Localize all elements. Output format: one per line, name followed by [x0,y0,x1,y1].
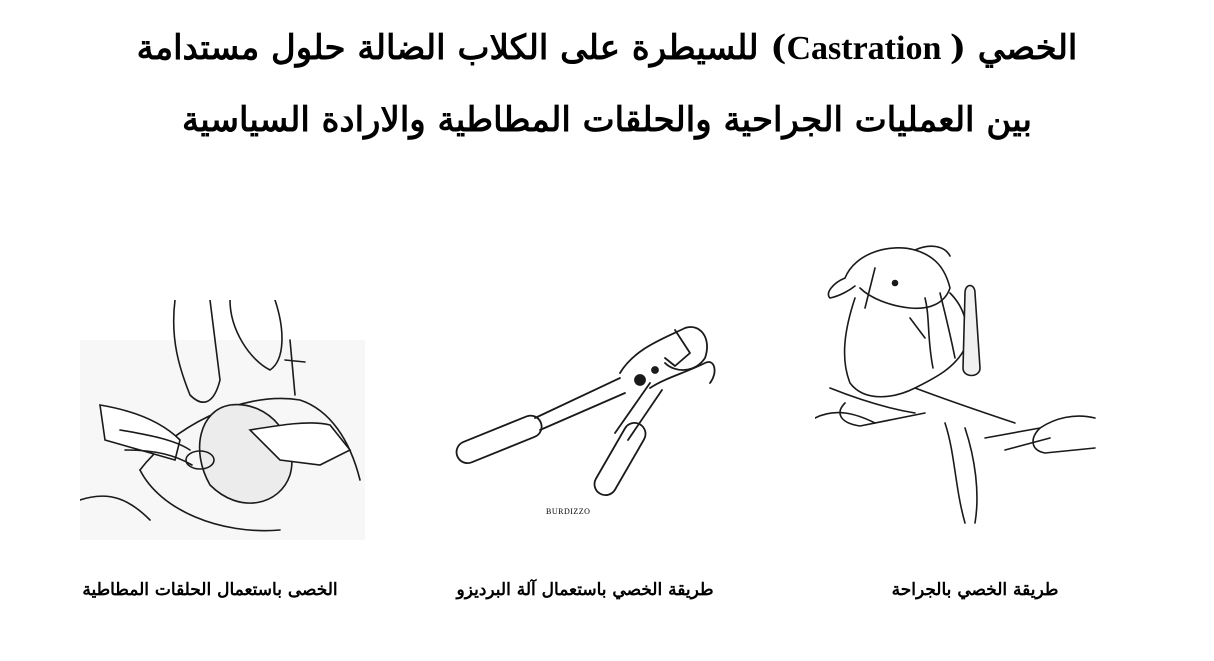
pivot-bolt [635,375,645,385]
page-title-line-2: بين العمليات الجراحية والحلقات المطاطية والارادة السياسية [182,100,1032,140]
surgical-drawing [815,238,1110,528]
burdizzo-drawing [450,318,730,523]
eye [893,281,898,286]
surgeon-hand [1033,416,1095,453]
ear-left [828,278,855,298]
caption-burdizzo: طريقة الخصي باستعمال آلة البرديزو [456,580,714,600]
surgical-illustration [815,238,1110,528]
rubber-ring-illustration [80,300,365,540]
handle-grip-lower [590,419,649,499]
jaw-upper [620,327,707,373]
lamb-head [845,248,950,309]
lamb-body [845,293,967,397]
scalpel [985,428,1040,438]
jaw-lower [650,362,715,388]
caption-surgical: طريقة الخصي بالجراحة [891,580,1059,600]
title-prefix: الخصي ( [949,28,1078,68]
title-suffix: ) للسيطرة على الكلاب الضالة حلول مستدامة [136,28,787,68]
handle-grip-upper [453,412,545,466]
burdizzo-illustration [450,318,730,523]
caption-rubber-rings: الخصى باستعمال الحلقات المطاطية [82,580,338,600]
bottle [963,286,980,376]
rubber-ring-drawing [80,300,365,540]
title-latin-term: Castration [786,30,950,67]
page-title-line-1 [0,28,1214,69]
tool-label: BURDIZZO [546,507,591,516]
hind-leg [945,423,965,523]
